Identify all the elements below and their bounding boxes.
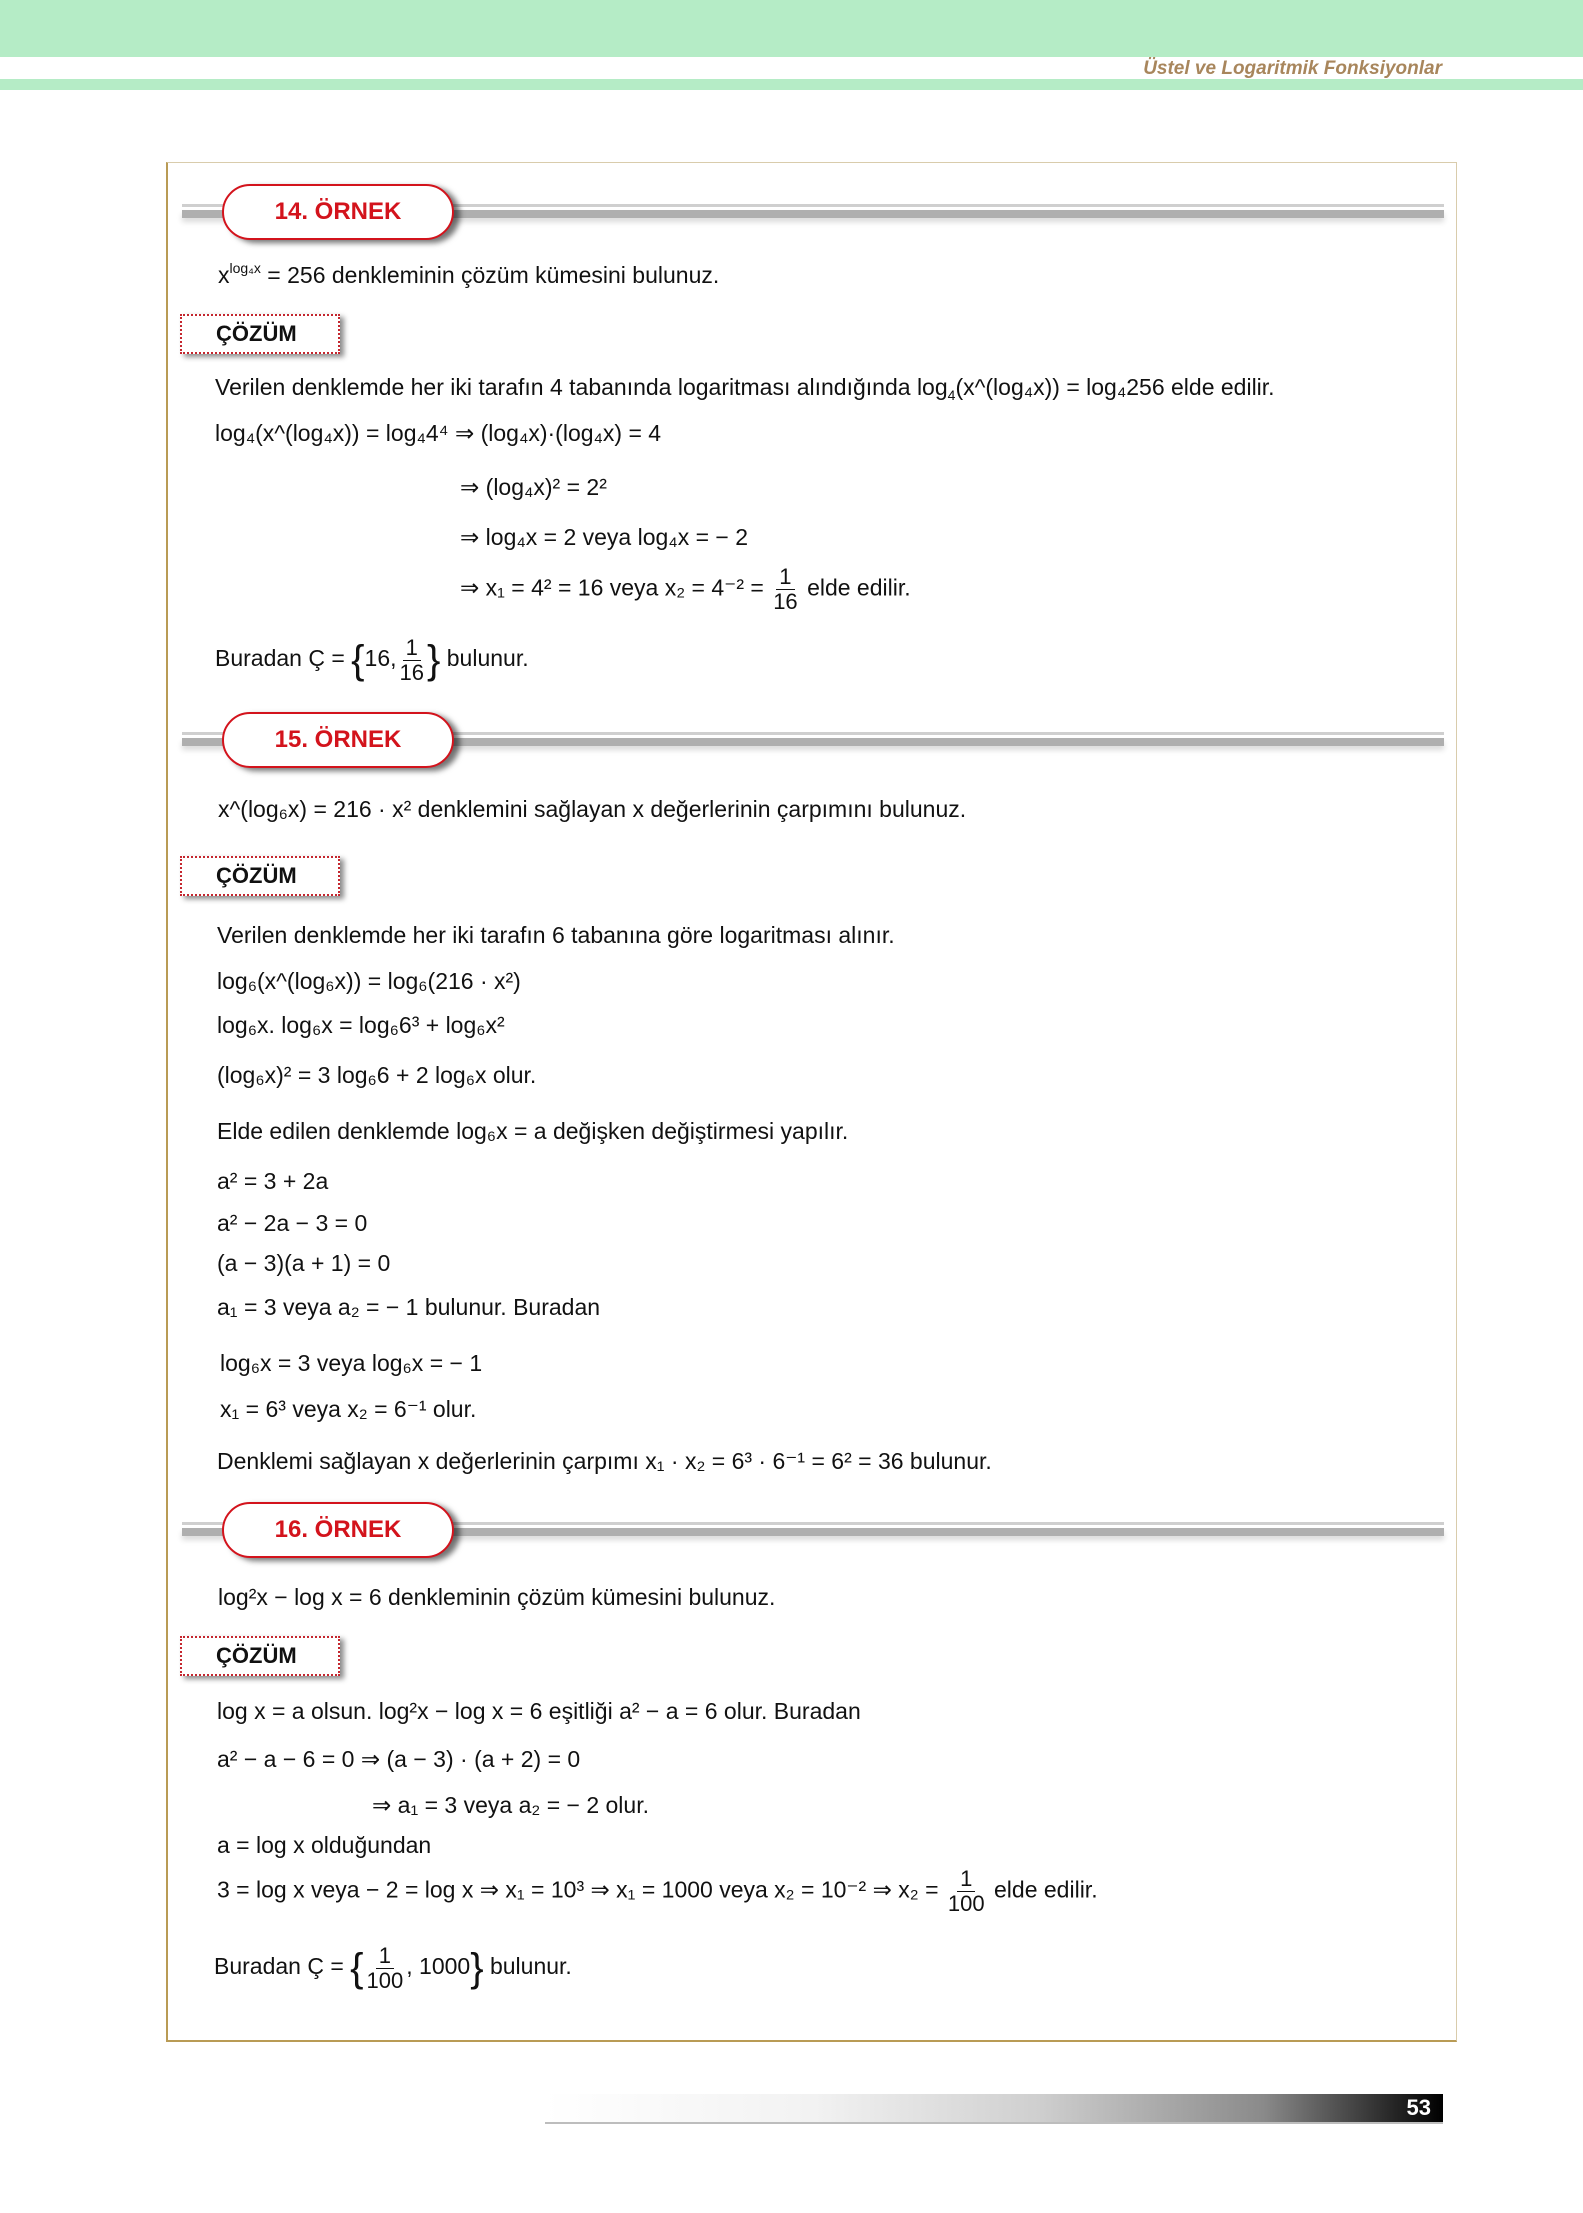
header-band [0, 0, 1583, 57]
text: bulunur. [489, 1953, 572, 1980]
example-label-text: 16. ÖRNEK [274, 1516, 402, 1543]
numerator: 1 [376, 1945, 394, 1969]
solution-label-text: ÇÖZÜM [216, 321, 297, 346]
example-15-line-4: (log₆x)² = 3 log₆6 + 2 log₆x olur. [217, 1062, 537, 1088]
solution-label-text: ÇÖZÜM [216, 1643, 297, 1668]
example-16-line-4: a = log x olduğundan [217, 1832, 432, 1858]
fraction [366, 1942, 404, 1993]
text: Verilen denklemde her iki tarafın 4 tabanında logaritması alındığında log [215, 374, 948, 400]
math: (x^(log₄x)) = log₄256 elde edilir. [955, 374, 1275, 400]
text: bulunur. [446, 645, 529, 672]
page-number: 53 [1406, 2095, 1431, 2120]
denominator: 100 [366, 1967, 404, 1993]
example-15-line-9: a₁ = 3 veya a₂ = − 1 bulunur. Buradan [217, 1294, 601, 1320]
solution-label-text: ÇÖZÜM [216, 863, 297, 888]
example-16-line-5 [217, 1868, 1098, 1915]
text: ⇒ x₁ = 4² = 16 veya x₂ = 4⁻² = [460, 574, 764, 601]
solution-label-14 [180, 314, 340, 354]
example-15-line-7: a² − 2a − 3 = 0 [217, 1210, 368, 1236]
solution-label-15 [180, 856, 340, 896]
example-15-line-5: Elde edilen denklemde log₆x = a değişken değiştirmesi yapılır. [217, 1118, 849, 1144]
example-16-line-3: ⇒ a₁ = 3 veya a₂ = − 2 olur. [372, 1792, 649, 1818]
exponent: log₄x [229, 260, 261, 276]
example-15-line-11: x₁ = 6³ veya x₂ = 6⁻¹ olur. [220, 1396, 477, 1422]
example-15-label [222, 712, 454, 768]
example-14-question: $x^{log_4x} = 256$ denkleminin çözüm kümesini bulunuz. [218, 260, 720, 288]
example-16-question: log²x − log x = 6 denkleminin çözüm kümesini bulunuz. [218, 1584, 776, 1610]
example-14-line-3: ⇒ (log₄x)² = 2² [460, 474, 607, 500]
solution-label-16 [180, 1636, 340, 1676]
example-14-line-4: ⇒ log₄x = 2 veya log₄x = − 2 [460, 524, 749, 550]
example-14-line-5 [460, 566, 911, 613]
question-text: = 256 denkleminin çözüm kümesini bulunuz. [260, 262, 720, 288]
example-15-line-10: log₆x = 3 veya log₆x = − 1 [220, 1350, 483, 1376]
example-label-text: 14. ÖRNEK [274, 198, 402, 225]
denominator: 16 [399, 659, 424, 685]
example-15-line-8: (a − 3)(a + 1) = 0 [217, 1250, 391, 1276]
numerator: 1 [403, 637, 421, 661]
example-label-text: 15. ÖRNEK [274, 726, 402, 753]
example-16-line-2: a² − a − 6 = 0 ⇒ (a − 3) · (a + 2) = 0 [217, 1746, 581, 1772]
example-16-result: Buradan Ç = { $\frac{1}{100}$ , 1000} bulunur. [214, 1942, 572, 1993]
text: 3 = log x veya − 2 = log x ⇒ x₁ = 10³ ⇒ x₁ = 1000 veya x₂ = 10⁻² ⇒ x₂ = [217, 1876, 939, 1903]
example-15-question: x^(log₆x) = 216 · x² denklemini sağlayan x değerlerinin çarpımını bulunuz. [218, 796, 967, 822]
header-strip [0, 79, 1583, 90]
footer-bar [545, 2094, 1443, 2124]
text: elde edilir. [994, 1876, 1098, 1903]
example-16-label [222, 1502, 454, 1558]
fraction [773, 566, 797, 613]
text: Buradan Ç = [214, 1953, 344, 1980]
denominator: 16 [773, 589, 798, 614]
example-14-line-1: Verilen denklemde her iki tarafın 4 tabanında logaritması alındığında $\log_4(x\^{}(\log_4x)) = \log_4256$ elde edilir. [215, 374, 1275, 403]
example-14-label [222, 184, 454, 240]
numerator: 1 [957, 1868, 975, 1892]
denominator: 100 [947, 1891, 985, 1916]
set-item: 16, [364, 645, 397, 672]
example-15-line-2: log₆(x^(log₆x)) = log₆(216 · x²) [217, 968, 521, 994]
example-15-line-1: Verilen denklemde her iki tarafın 6 tabanına göre logaritması alınır. [217, 922, 895, 948]
chapter-title: Üstel ve Logaritmik Fonksiyonlar [1143, 58, 1442, 79]
fraction [399, 634, 424, 685]
numerator: 1 [776, 566, 794, 590]
example-14-line-2: log₄(x^(log₄x)) = log₄4⁴ ⇒ (log₄x)·(log₄x) = 4 [215, 420, 662, 446]
text: Buradan Ç = [215, 645, 345, 672]
text: elde edilir. [807, 574, 911, 601]
example-15-line-12: Denklemi sağlayan x değerlerinin çarpımı x₁ · x₂ = 6³ · 6⁻¹ = 6² = 36 bulunur. [217, 1448, 992, 1474]
example-14-result: Buradan Ç = {16, $\frac{1}{16}$ } bulunur. [215, 634, 529, 685]
example-15-line-3: log₆x. log₆x = log₆6³ + log₆x² [217, 1012, 505, 1038]
fraction [948, 1868, 985, 1915]
example-15-line-6: a² = 3 + 2a [217, 1168, 329, 1194]
set-item: , 1000 [406, 1953, 471, 1980]
example-16-line-1: log x = a olsun. log²x − log x = 6 eşitliği a² − a = 6 olur. Buradan [217, 1698, 861, 1724]
